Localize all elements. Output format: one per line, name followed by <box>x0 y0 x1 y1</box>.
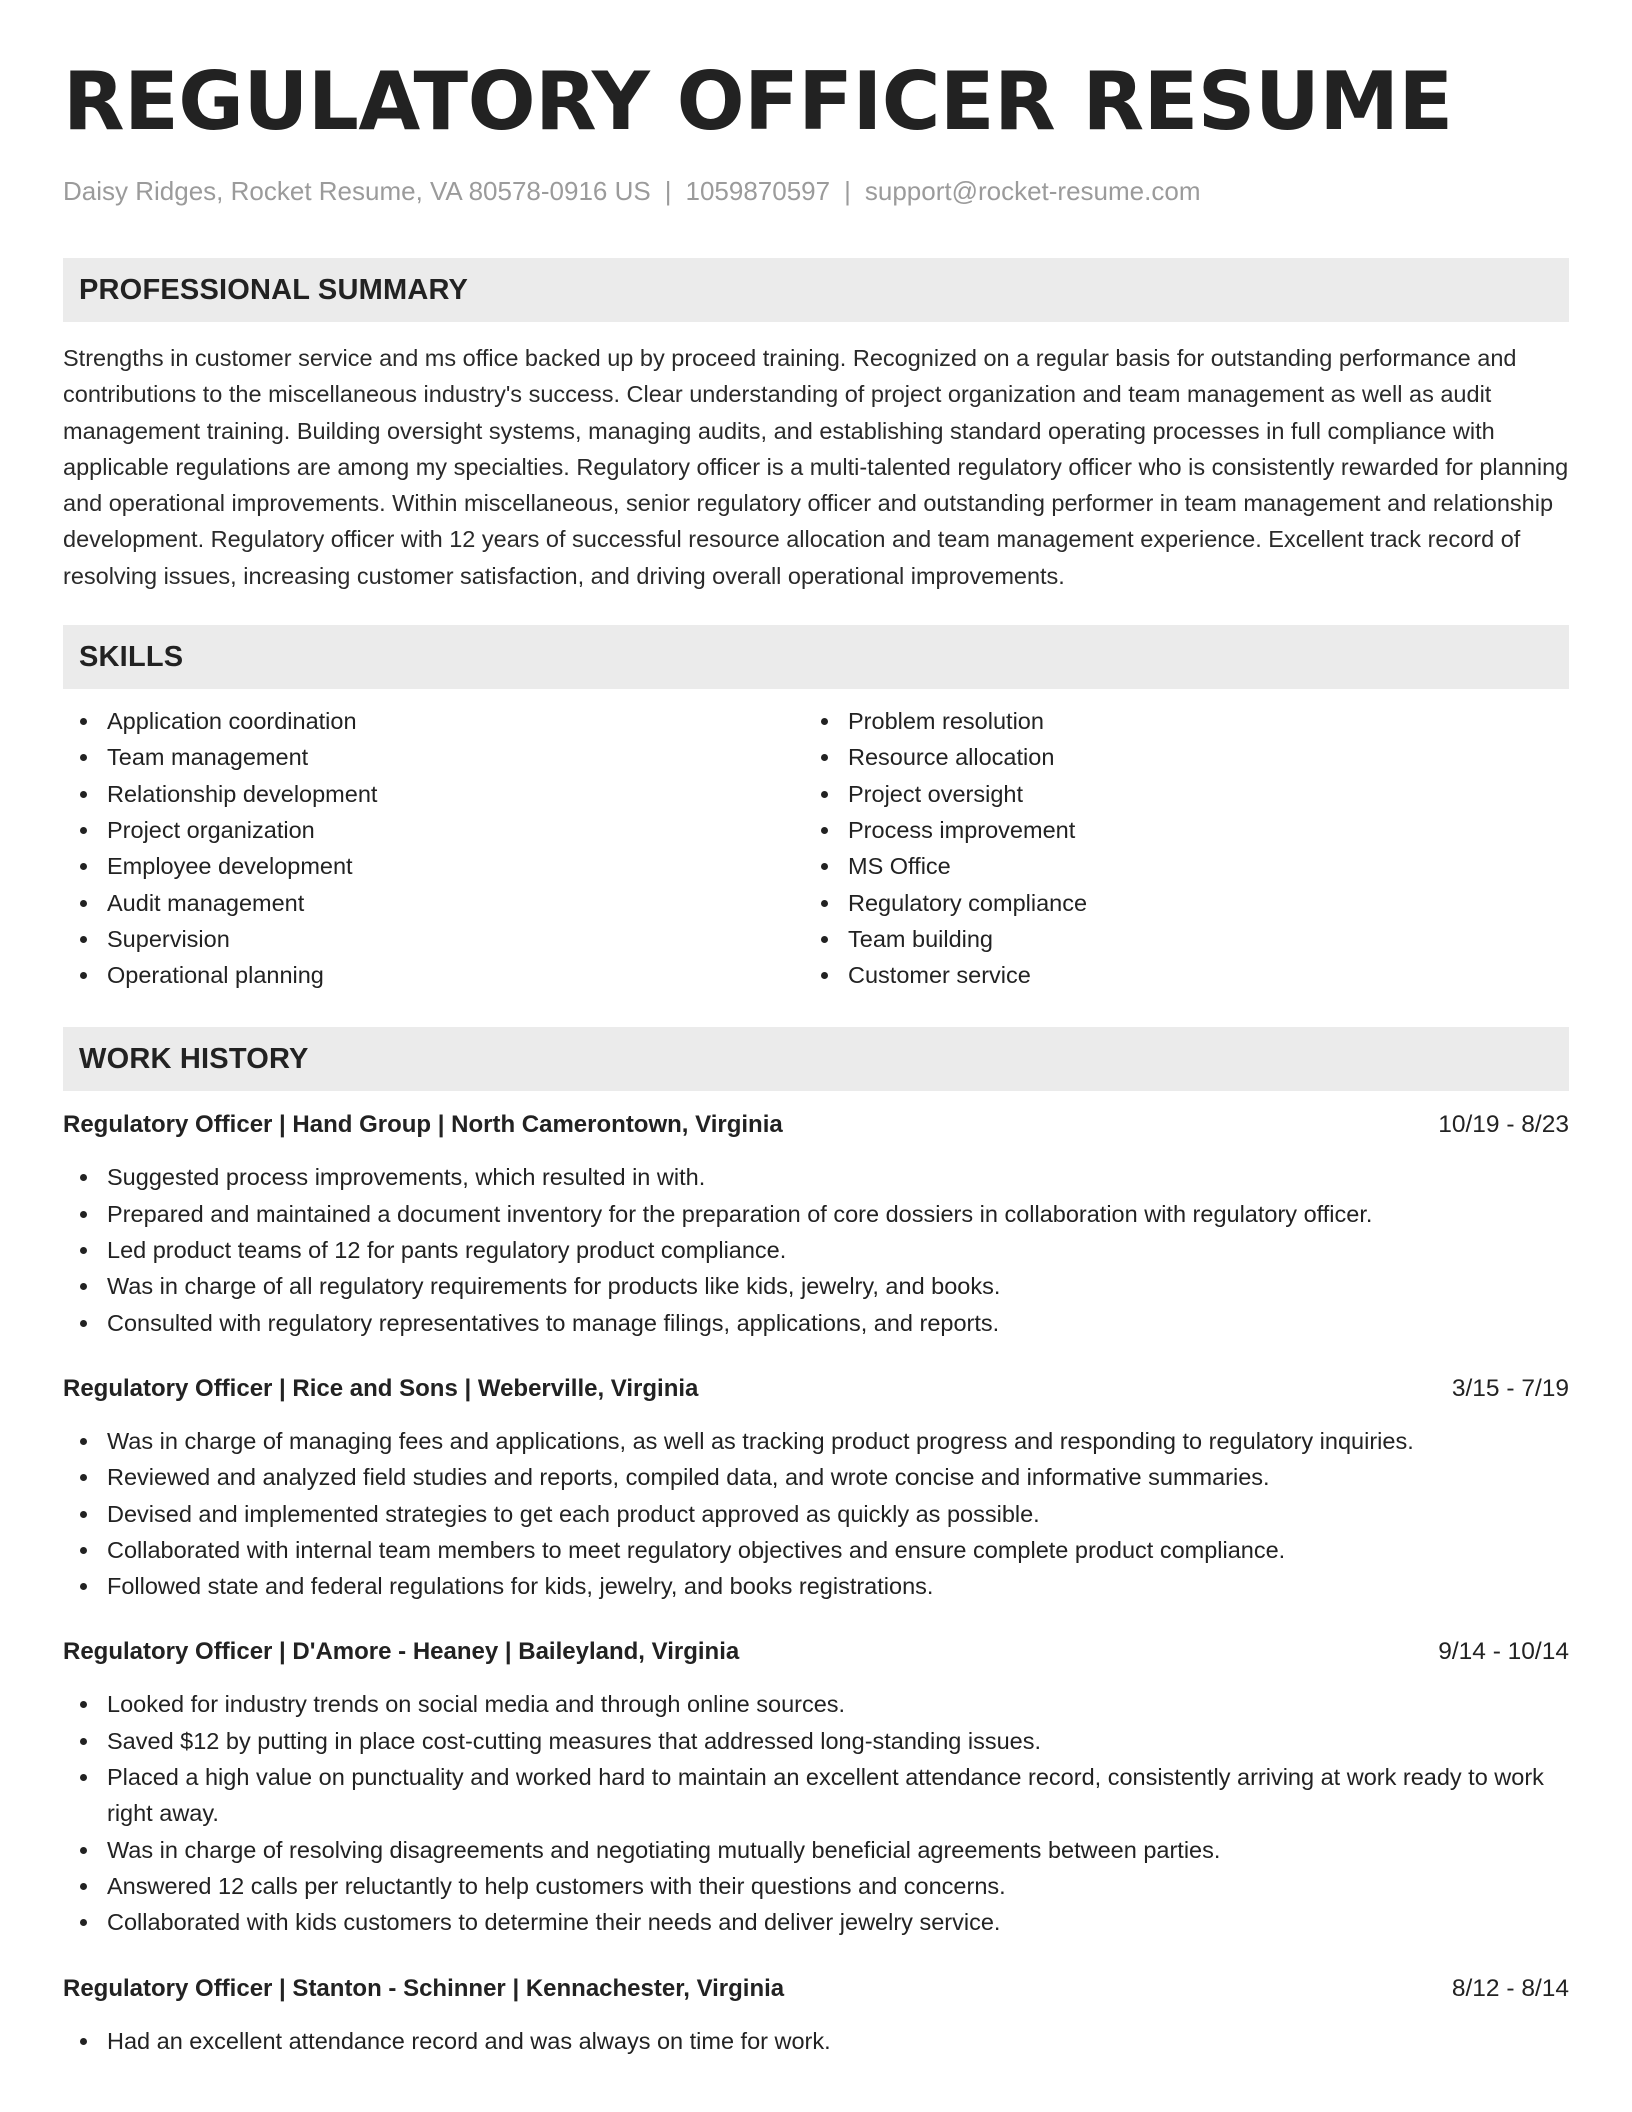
job-duty: Had an excellent attendance record and was always on time for work. <box>63 2023 1569 2059</box>
job-duties <box>63 1686 1569 1940</box>
job-duty: Devised and implemented strategies to get each product approved as quickly as possible. <box>63 1496 1569 1532</box>
job-title: Regulatory Officer | Hand Group | North Camerontown, Virginia <box>63 1111 783 1139</box>
section-header-skills: SKILLS <box>63 625 1569 689</box>
skill-item: Resource allocation <box>804 739 1549 775</box>
skill-item: Problem resolution <box>804 703 1549 739</box>
skill-item: Project oversight <box>804 776 1549 812</box>
skill-item: Process improvement <box>804 812 1549 848</box>
job-header <box>63 1371 1569 1407</box>
contact-email[interactable]: support@rocket-resume.com <box>864 176 1201 206</box>
job-dates: 9/14 - 10/14 <box>1438 1638 1569 1666</box>
job-header <box>63 1634 1569 1670</box>
contact-line <box>63 174 1569 208</box>
summary-text: Strengths in customer service and ms office backed up by proceed training. Recognized on a regular basis for outstanding performance and contributions to the miscellaneous industry's success. Clear understanding of project organization and team management as well as audit management training. Building oversight systems, managing audits, and establishing standard operating processes in full compliance with applicable regulations are among my specialties. Regulatory officer is a multi-talented regulatory officer who is consistently rewarded for planning and operational improvements. Within miscellaneous, senior regulatory officer and outstanding performer in team management and relationship development. Regulatory officer with 12 years of successful resource allocation and team management experience. Excellent track record of resolving issues, increasing customer satisfaction, and driving overall operational improvements. <box>63 345 1569 589</box>
job-duty: Followed state and federal regulations for kids, jewelry, and books registrations. <box>63 1568 1569 1604</box>
job-entry <box>63 1107 1569 1340</box>
job-duty: Suggested process improvements, which resulted in with. <box>63 1159 1569 1195</box>
skill-item: Supervision <box>63 921 804 957</box>
skill-item: Employee development <box>63 848 804 884</box>
job-duty: Was in charge of all regulatory requirements for products like kids, jewelry, and books. <box>63 1268 1569 1304</box>
skills-column-right <box>804 703 1549 993</box>
skill-item: Operational planning <box>63 957 804 993</box>
job-duties <box>63 1423 1569 1604</box>
job-duty: Collaborated with internal team members to meet regulatory objectives and ensure complete product compliance. <box>63 1532 1569 1568</box>
job-duty: Consulted with regulatory representatives to manage filings, applications, and reports. <box>63 1305 1569 1341</box>
skill-item: Relationship development <box>63 776 804 812</box>
contact-phone: 1059870597 <box>685 176 831 206</box>
contact-separator: | <box>664 176 672 206</box>
job-entry <box>63 1634 1569 1940</box>
job-header <box>63 1107 1569 1143</box>
job-duties <box>63 2023 1569 2059</box>
job-duty: Was in charge of resolving disagreements and negotiating mutually beneficial agreements between parties. <box>63 1832 1569 1868</box>
job-duty: Answered 12 calls per reluctantly to help customers with their questions and concerns. <box>63 1868 1569 1904</box>
resume-title: REGULATORY OFFICER RESUME <box>63 55 1453 148</box>
job-title: Regulatory Officer | Rice and Sons | Weberville, Virginia <box>63 1374 699 1402</box>
job-title: Regulatory Officer | D'Amore - Heaney | Baileyland, Virginia <box>63 1638 740 1666</box>
job-duty: Placed a high value on punctuality and worked hard to maintain an excellent attendance record, consistently arriving at work ready to work right away. <box>63 1759 1569 1832</box>
section-header-summary: PROFESSIONAL SUMMARY <box>63 258 1569 322</box>
skill-item: Project organization <box>63 812 804 848</box>
job-duty: Prepared and maintained a document inventory for the preparation of core dossiers in collaboration with regulatory officer. <box>63 1196 1569 1232</box>
job-duty: Reviewed and analyzed field studies and reports, compiled data, and wrote concise and informative summaries. <box>63 1459 1569 1495</box>
job-title: Regulatory Officer | Stanton - Schinner | Kennachester, Virginia <box>63 1974 785 2002</box>
skill-item: Audit management <box>63 885 804 921</box>
skill-item: Regulatory compliance <box>804 885 1549 921</box>
job-duty: Led product teams of 12 for pants regulatory product compliance. <box>63 1232 1569 1268</box>
job-duties <box>63 1159 1569 1340</box>
skill-item: Team building <box>804 921 1549 957</box>
job-dates: 8/12 - 8/14 <box>1451 1974 1569 2002</box>
contact-separator: | <box>844 176 851 206</box>
job-duty: Looked for industry trends on social media and through online sources. <box>63 1686 1569 1722</box>
job-dates: 3/15 - 7/19 <box>1451 1374 1569 1402</box>
job-header <box>63 1971 1569 2007</box>
job-entry <box>63 1371 1569 1604</box>
job-dates: 10/19 - 8/23 <box>1438 1111 1569 1139</box>
job-duty: Saved $12 by putting in place cost-cutting measures that addressed long-standing issues. <box>63 1723 1569 1759</box>
skill-item: Team management <box>63 739 804 775</box>
job-duty: Collaborated with kids customers to determine their needs and deliver jewelry service. <box>63 1904 1569 1940</box>
skills-list <box>63 703 1569 993</box>
section-header-work-history: WORK HISTORY <box>63 1027 1569 1091</box>
job-duty: Was in charge of managing fees and applications, as well as tracking product progress and responding to regulatory inquiries. <box>63 1423 1569 1459</box>
skill-item: Application coordination <box>63 703 804 739</box>
job-entry <box>63 1971 1569 2059</box>
skills-column-left <box>63 703 804 993</box>
skill-item: Customer service <box>804 957 1549 993</box>
skill-item: MS Office <box>804 848 1549 884</box>
contact-address: Daisy Ridges, Rocket Resume, VA 80578-0916 US <box>63 176 651 206</box>
